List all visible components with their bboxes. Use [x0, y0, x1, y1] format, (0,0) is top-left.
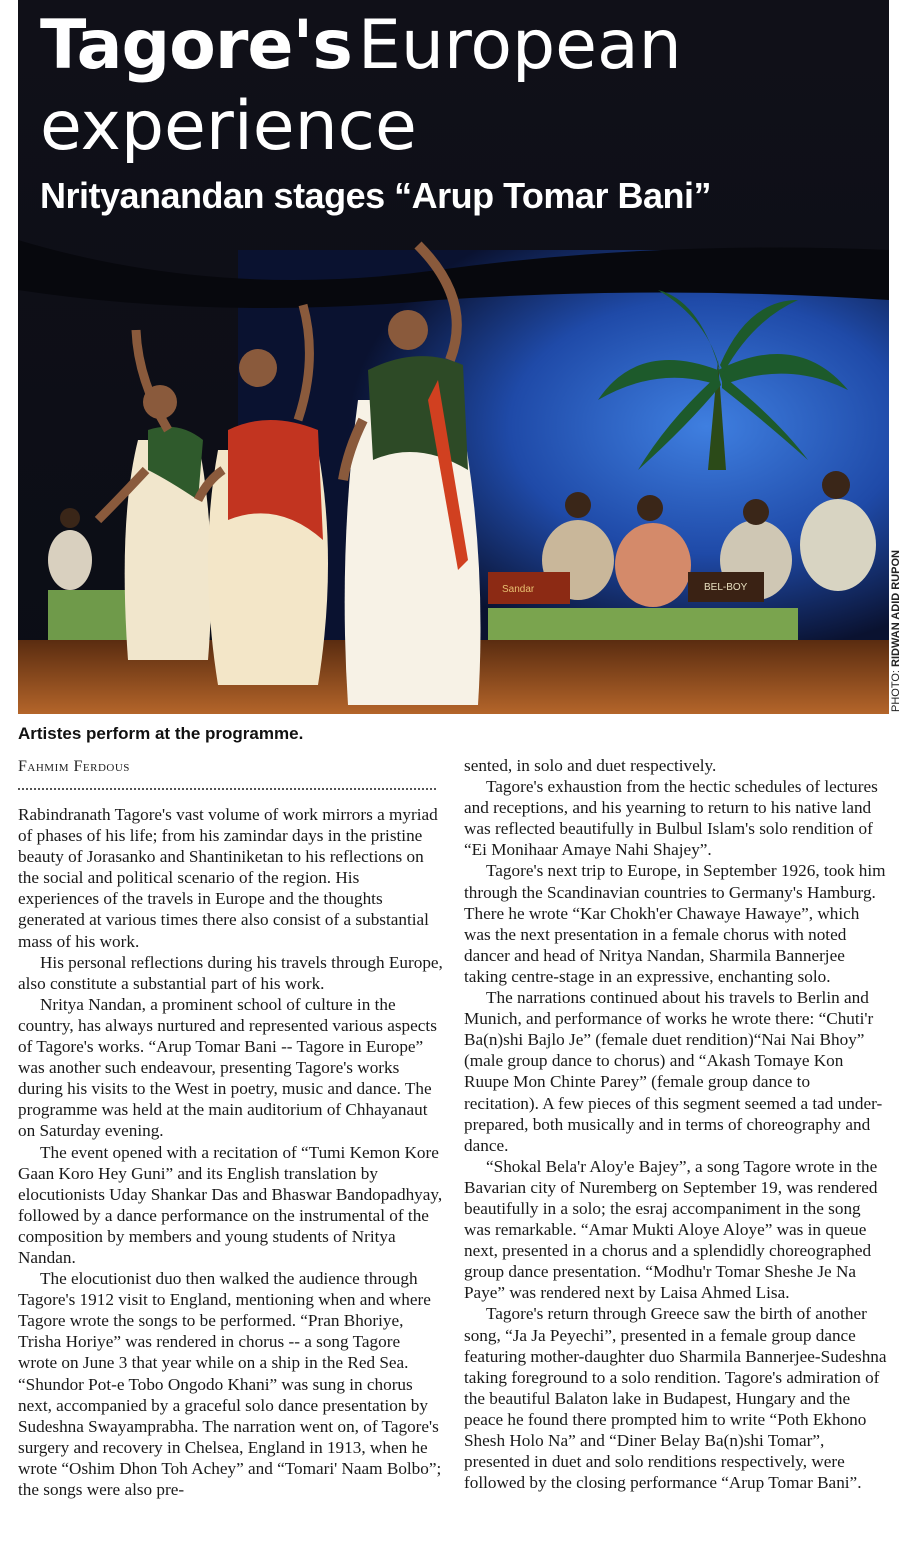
byline: Fahmim Ferdous — [18, 758, 130, 775]
photo-credit-prefix: PHOTO: — [890, 670, 902, 712]
photo-credit — [889, 550, 903, 714]
article-paragraph: Tagore's exhaustion from the hectic schedules of lectures and receptions, and his yearning to return to his native land was reflected beautifully in Bulbul Islam's solo rendition of “Ei Monihaar Amaye Nahi Shajey”. — [464, 777, 878, 860]
photo-caption: Artistes perform at the programme. — [18, 724, 304, 743]
byline-divider — [18, 788, 436, 790]
headline-title-bold: Tagore's — [40, 6, 352, 85]
article-paragraph: sented, in solo and duet respectively. — [464, 756, 717, 775]
headline-title-line2: experience — [40, 87, 417, 166]
article-paragraph: Nritya Nandan, a prominent school of culture in the country, has always nurtured and represented various aspects of Tagore's works. “Arup Tomar Bani -- Tagore in Europe” was another such endeavour, presenting Tagore's works during his visits to the West in poetry, music and dance. The programme was held at the main auditorium of Chhayanaut on Saturday evening. — [18, 994, 437, 1141]
hero-photo — [18, 0, 889, 714]
headline-block — [40, 6, 711, 218]
article-paragraph: The elocutionist duo then walked the audience through Tagore's 1912 visit to England, mentioning when and where Tagore wrote the songs to be performed. “Pran Bhoriye, Trisha Horiye” was rendered in chorus -- a song Tagore wrote on June 3 that year while on a ship in the Red Sea. “Shundor Pot-e Tobo Ongodo Khani” was sung in chorus next, accompanied by a graceful solo dance presentation by Sudeshna Swayamprabha. The narration went on, of Tagore's surgery and recovery in Chelsea, England in 1913, when he wrote “Oshim Dhon Toh Achey” and “Tomari' Naam Bolbo”; the songs were also pre- — [18, 1269, 442, 1499]
article-column-2 — [464, 755, 889, 1493]
headline-subtitle: Nrityanandan stages “Arup Tomar Bani” — [40, 175, 711, 216]
article-paragraph: “Shokal Bela'r Aloy'e Bajey”, a song Tagore wrote in the Bavarian city of Nuremberg on September 19, was rendered beautifully in a solo; the esraj accompaniment in the song was remarkable. “Amar Mukti Aloye Aloye” was in queue next, presented in a chorus and a splendidly choreographed group dance presentation. “Modhu'r Tomar Sheshe Je Na Paye” was rendered next by Laisa Ahmed Lisa. — [464, 1156, 878, 1303]
harmonium-right-label: BEL-BOY — [704, 582, 748, 593]
article-paragraph: Tagore's next trip to Europe, in September 1926, took him through the Scandinavian countries to Germany's Hamburg. There he wrote “Kar Chokh'er Chawaye Hawaye”, which was the next presentation in a female chorus with noted dancer and head of Nritya Nandan, Sharmila Bannerjee taking centre-stage in an expressive, enchanting solo. — [464, 861, 886, 986]
article-paragraph: His personal reflections during his travels through Europe, also constitute a substantial part of his work. — [18, 952, 443, 993]
photo-credit-name: RIDWAN ADID RUPON — [890, 550, 902, 667]
harmonium-left-label: Sandar — [502, 584, 535, 595]
article-paragraph: The narrations continued about his travels to Berlin and Munich, and performance of works he wrote there: “Chuti'r Ba(n)shi Bajlo Je” (female duet rendition)“Nai Nai Bhoy” (male group dance to chorus) and “Akash Tomaye Kon Ruupe Mon Chinte Parey” (female group dance to recitation). A few pieces of this segment seemed a tad under-prepared, both musically and in terms of choreography and dance. — [464, 988, 883, 1155]
headline-title-light: European — [357, 6, 682, 85]
article-paragraph: Rabindranath Tagore's vast volume of work mirrors a myriad of phases of his life; from his zamindar days in the pristine beauty of Jorasanko and Shantiniketan to his reflections on the social and political scenario of the region. His experiences of the travels in Europe and the thoughts generated at various times there also consist of a substantial mass of his work. — [18, 805, 438, 951]
article-paragraph: Tagore's return through Greece saw the birth of another song, “Ja Ja Peyechi”, presented in a female group dance featuring mother-daughter duo Sharmila Bannerjee-Sudeshna taking foreground to a solo rendition. Tagore's admiration of the beautiful Balaton lake in Budapest, Hungary and the peace he found there prompted him to write “Poth Ekhono Shesh Holo Na” and “Diner Belay Ba(n)shi Tomar”, presented in duet and solo renditions respectively, were followed by the closing performance “Arup Tomar Bani”. — [464, 1304, 887, 1493]
article-paragraph: The event opened with a recitation of “Tumi Kemon Kore Gaan Koro Hey Guni” and its English translation by elocutionists Uday Shankar Das and Bhaswar Bandopadhyay, followed by a dance performance on the instrumental of the composition by members and young students of Nritya Nandan. — [18, 1142, 443, 1267]
article-column-1 — [18, 804, 443, 1500]
blue-backdrop — [238, 250, 889, 670]
headline-title-line1 — [40, 6, 711, 86]
